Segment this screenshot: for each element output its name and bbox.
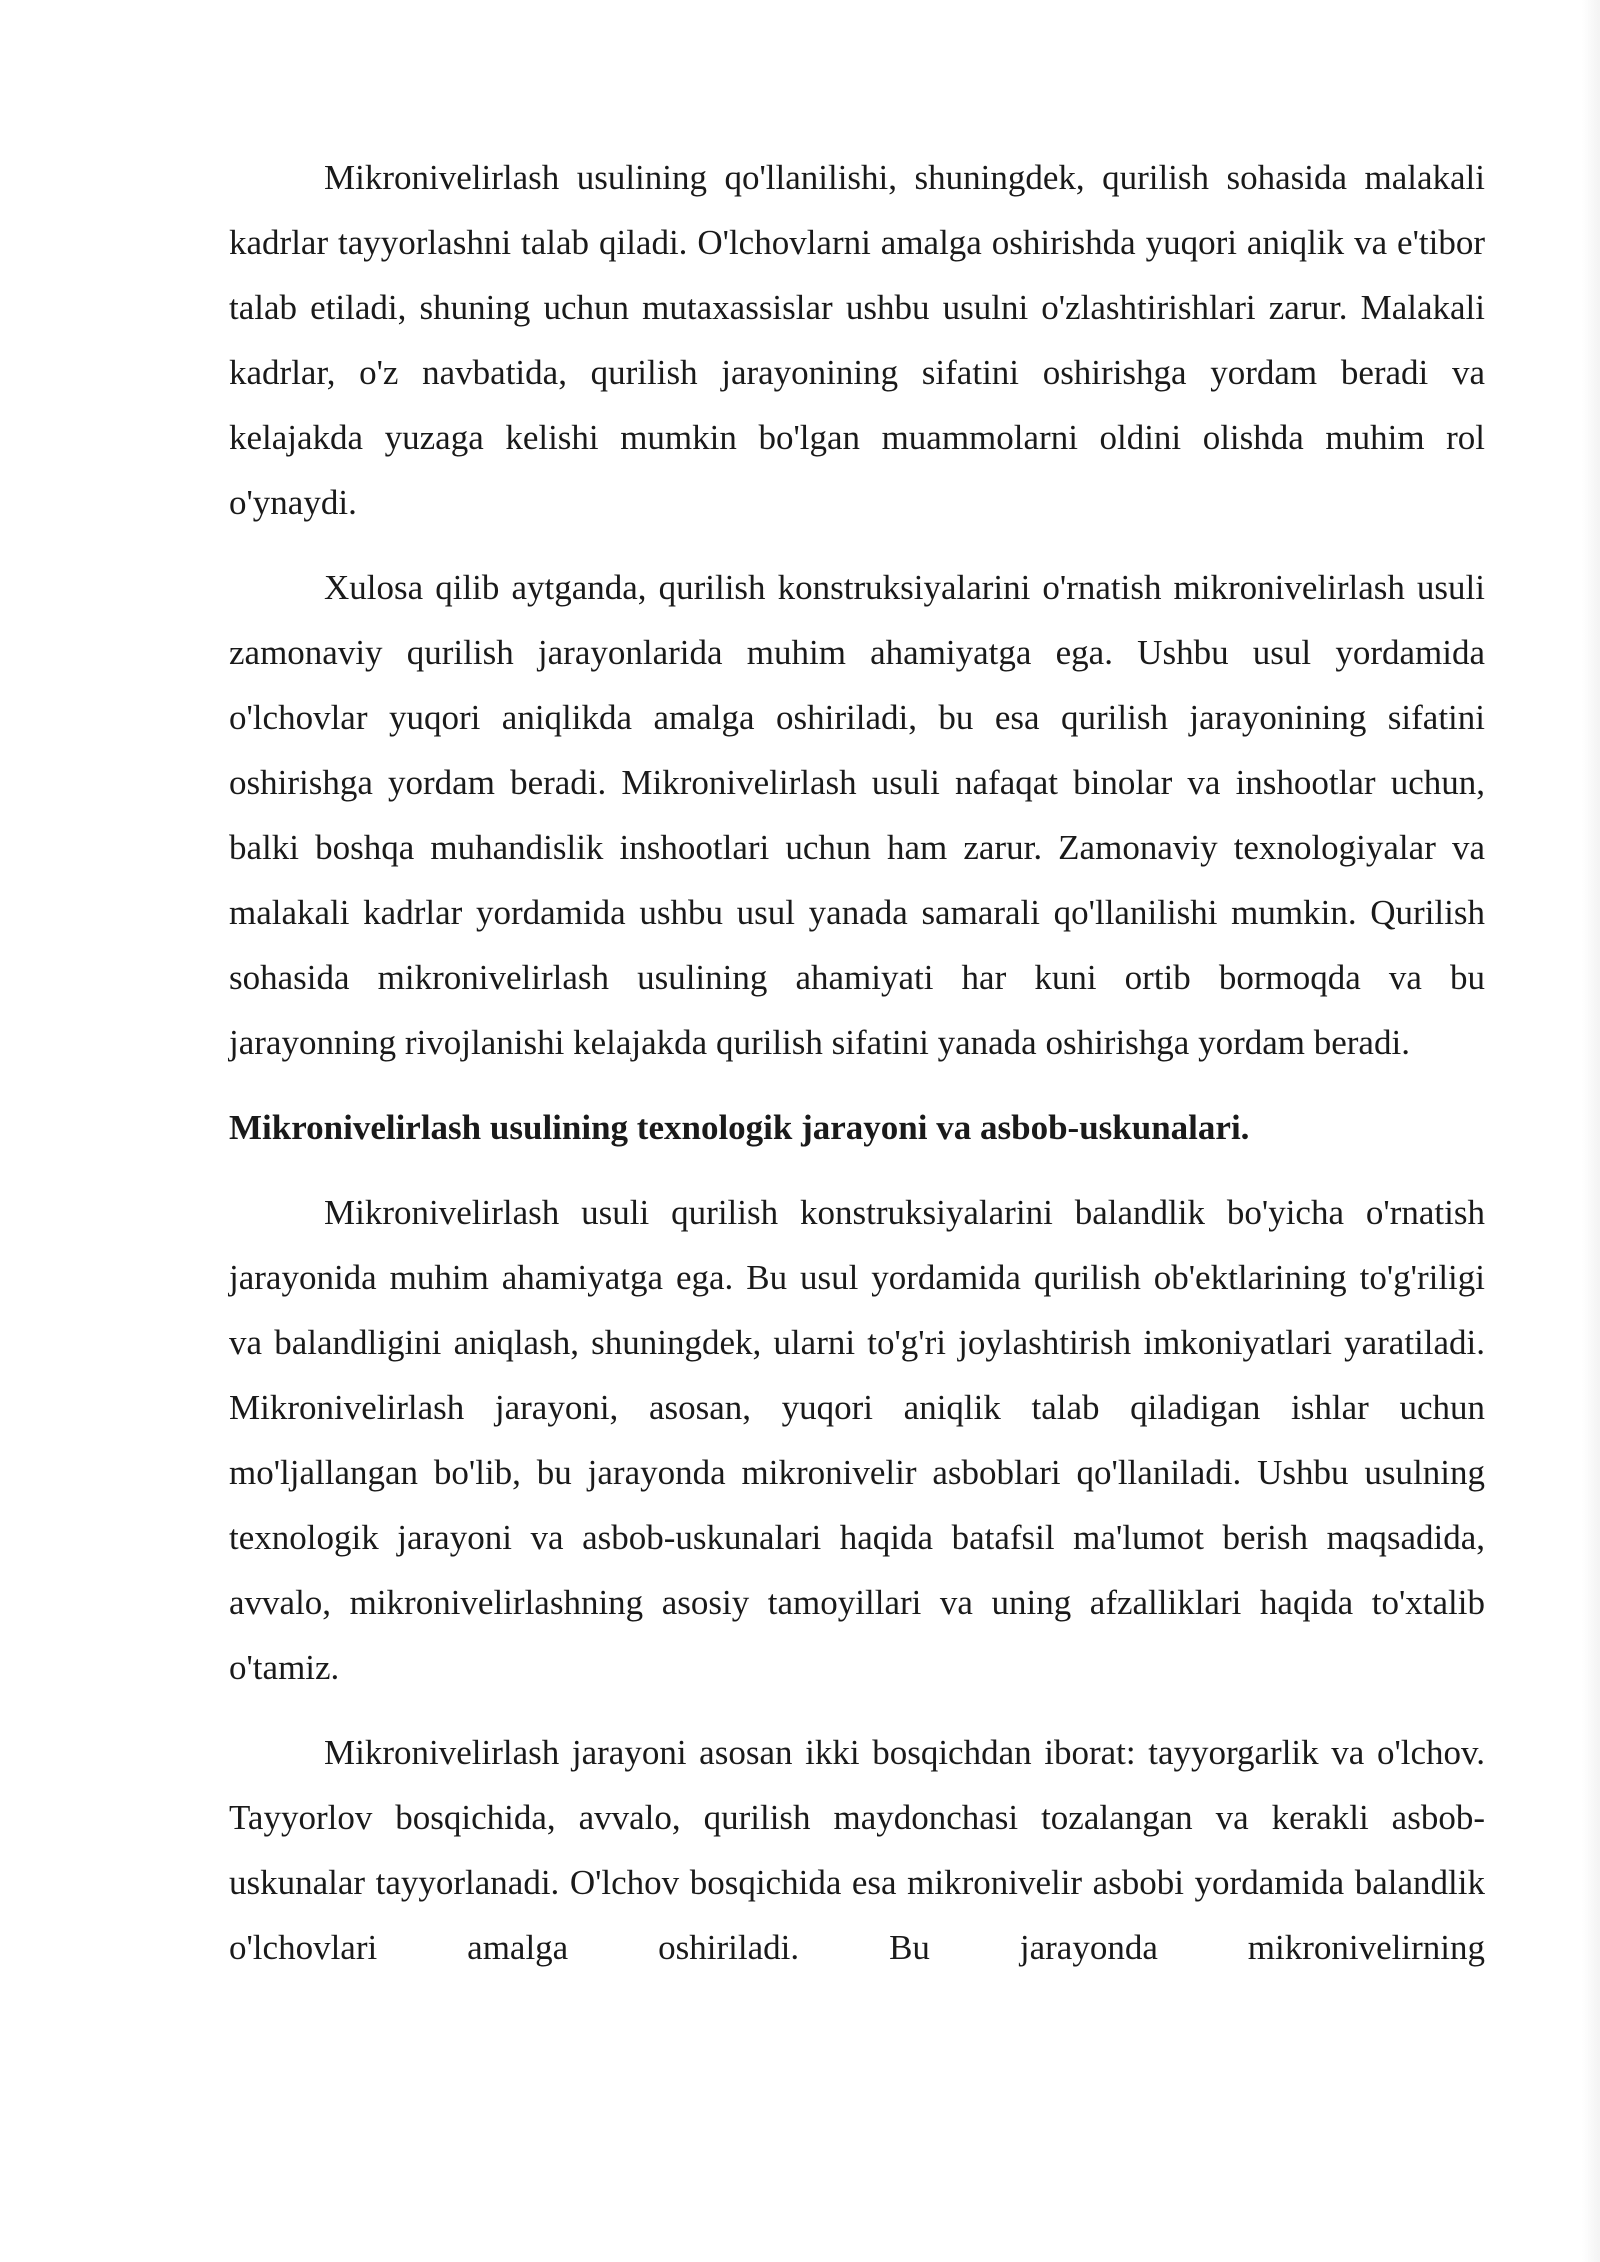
section-heading: Mikronivelirlash usulining texnologik jarayoni va asbob-uskunalari.	[229, 1108, 1250, 1147]
paragraph-1: Mikronivelirlash usulining qo'llanilishi, shuningdek, qurilish sohasida malakali kadrlar tayyorlashni talab qiladi. O'lchovlarni amalga oshirishda yuqori aniqlik va e'tibor talab etiladi, shuning uchun mutaxassislar ushbu usulni o'zlashtirishlari zarur. Malakali kadrlar, o'z navbatida, qurilish jarayonining sifatini oshirishga yordam beradi va kelajakda yuzaga kelishi mumkin bo'lgan muammolarni oldini olishda muhim rol o'ynaydi.	[229, 158, 1485, 522]
paragraph-4: Mikronivelirlash jarayoni asosan ikki bosqichdan iborat: tayyorgarlik va o'lchov. Tayyorlov bosqichida, avvalo, qurilish maydonchasi tozalangan va kerakli asbob-uskunalar tayyorlanadi. O'lchov bosqichida esa mikronivelir asbobi yordamida balandlik o'lchovlari amalga oshiriladi. Bu jarayonda mikronivelirning	[229, 1733, 1485, 1967]
paragraph-3: Mikronivelirlash usuli qurilish konstruksiyalarini balandlik bo'yicha o'rnatish jarayonida muhim ahamiyatga ega. Bu usul yordamida qurilish ob'ektlarining to'g'riligi va balandligini aniqlash, shuningdek, ularni to'g'ri joylashtirish imkoniyatlari yaratiladi. Mikronivelirlash jarayoni, asosan, yuqori aniqlik talab qiladigan ishlar uchun mo'ljallangan bo'lib, bu jarayonda mikronivelir asboblari qo'llaniladi. Ushbu usulning texnologik jarayoni va asbob-uskunalari haqida batafsil ma'lumot berish maqsadida, avvalo, mikronivelirlashning asosiy tamoyillari va uning afzalliklari haqida to'xtalib o'tamiz.	[229, 1193, 1485, 1687]
document-body	[229, 145, 1485, 2000]
paragraph-2: Xulosa qilib aytganda, qurilish konstruksiyalarini o'rnatish mikronivelirlash usuli zamonaviy qurilish jarayonlarida muhim ahamiyatga ega. Ushbu usul yordamida o'lchovlar yuqori aniqlikda amalga oshiriladi, bu esa qurilish jarayonining sifatini oshirishga yordam beradi. Mikronivelirlash usuli nafaqat binolar va inshootlar uchun, balki boshqa muhandislik inshootlari uchun ham zarur. Zamonaviy texnologiyalar va malakali kadrlar yordamida ushbu usul yanada samarali qo'llanilishi mumkin. Qurilish sohasida mikronivelirlash usulining ahamiyati har kuni ortib bormoqda va bu jarayonning rivojlanishi kelajakda qurilish sifatini yanada oshirishga yordam beradi.	[229, 568, 1485, 1062]
page-edge-shadow	[1582, 0, 1600, 2262]
